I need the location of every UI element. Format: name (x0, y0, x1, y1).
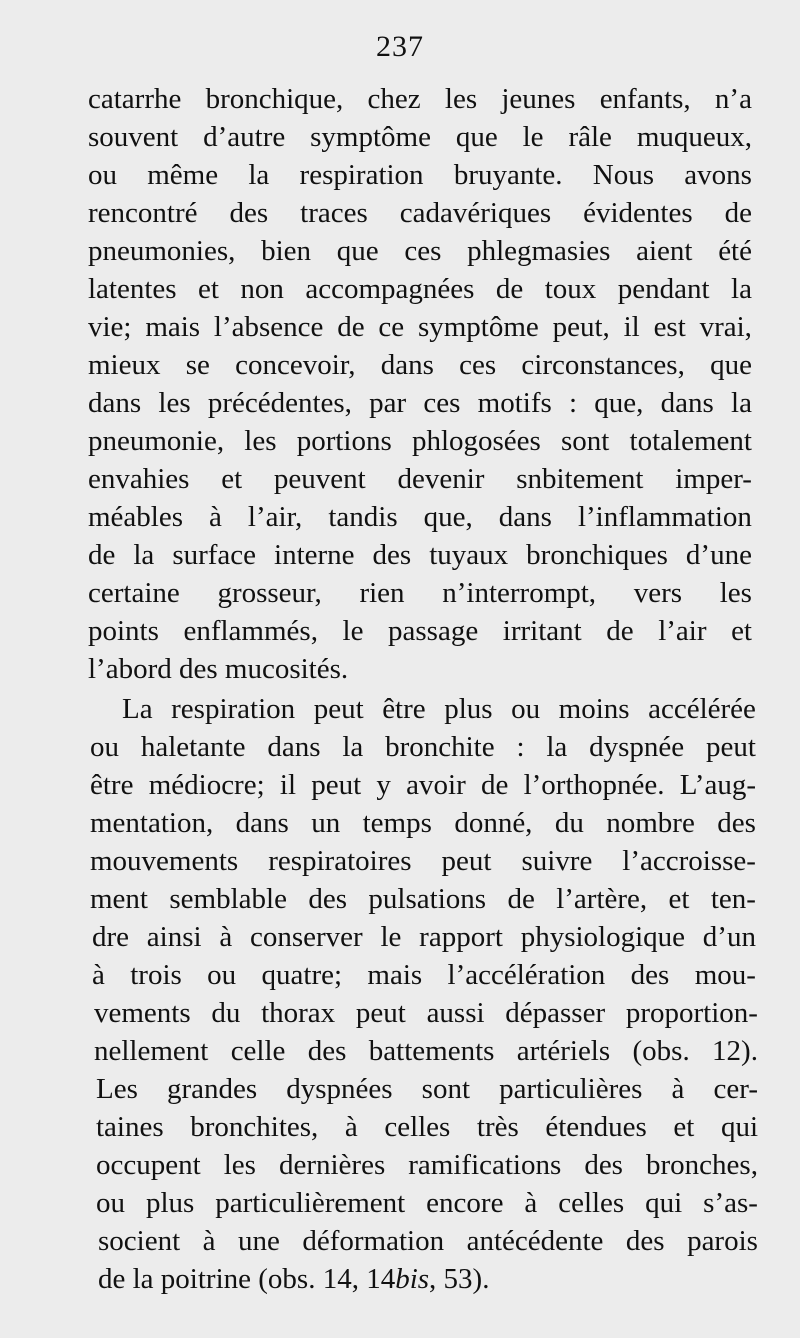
text-line: ou même la respiration bruyante. Nous avons (88, 159, 752, 191)
text-line: taines bronchites, à celles très étendues et qui (96, 1111, 758, 1143)
text-line: souvent d’autre symptôme que le râle muqueux, (88, 121, 752, 153)
text-line: vements du thorax peut aussi dépasser proportion- (94, 997, 758, 1029)
text-line: envahies et peuvent devenir snbitement imper- (88, 463, 752, 495)
text-line: être médiocre; il peut y avoir de l’orthopnée. L’aug- (90, 769, 756, 801)
text-line: points enflammés, le passage irritant de l’air et (88, 615, 752, 647)
text-line: Les grandes dyspnées sont particulières à cer- (96, 1073, 758, 1105)
text-segment: , 53). (429, 1263, 490, 1295)
text-line: pneumonies, bien que ces phlegmasies aient été (88, 235, 752, 267)
text-line: dre ainsi à conserver le rapport physiologique d’un (92, 921, 756, 953)
text-line: l’abord des mucosités. (88, 653, 349, 685)
page-number: 237 (376, 30, 424, 63)
text-line: mentation, dans un temps donné, du nombre des (90, 807, 756, 839)
text-line: ou haletante dans la bronchite : la dyspnée peut (90, 731, 756, 763)
text-line: mieux se concevoir, dans ces circonstances, que (88, 349, 752, 381)
text-line: vie; mais l’absence de ce symptôme peut, il est vrai, (88, 311, 752, 343)
text-line: catarrhe bronchique, chez les jeunes enfants, n’a (88, 83, 752, 115)
text-line: ou plus particulièrement encore à celles qui s’as- (96, 1187, 758, 1219)
text-line: mouvements respiratoires peut suivre l’accroisse- (90, 845, 756, 877)
italic-text: bis (395, 1263, 430, 1295)
text-line: à trois ou quatre; mais l’accélération des mou- (92, 959, 756, 991)
text-line: latentes et non accompagnées de toux pendant la (88, 273, 752, 305)
text-line-last (98, 1260, 758, 1298)
text-line: rencontré des traces cadavériques évidentes de (88, 197, 752, 229)
text-line: de la surface interne des tuyaux bronchiques d’une (88, 539, 752, 571)
text-line: La respiration peut être plus ou moins accélérée (122, 693, 756, 725)
text-line: socient à une déformation antécédente des parois (98, 1225, 758, 1257)
text-line: occupent les dernières ramifications des bronches, (96, 1149, 758, 1181)
text-line: ment semblable des pulsations de l’artère, et ten- (90, 883, 756, 915)
text-line: méables à l’air, tandis que, dans l’inflammation (88, 501, 752, 533)
text-line: dans les précédentes, par ces motifs : que, dans la (88, 387, 752, 419)
text-segment: de la poitrine (obs. 14, 14 (98, 1263, 396, 1295)
text-line: certaine grosseur, rien n’interrompt, vers les (88, 577, 752, 609)
text-line: nellement celle des battements artériels (obs. 12). (94, 1035, 758, 1067)
text-line: pneumonie, les portions phlogosées sont totalement (88, 425, 752, 457)
